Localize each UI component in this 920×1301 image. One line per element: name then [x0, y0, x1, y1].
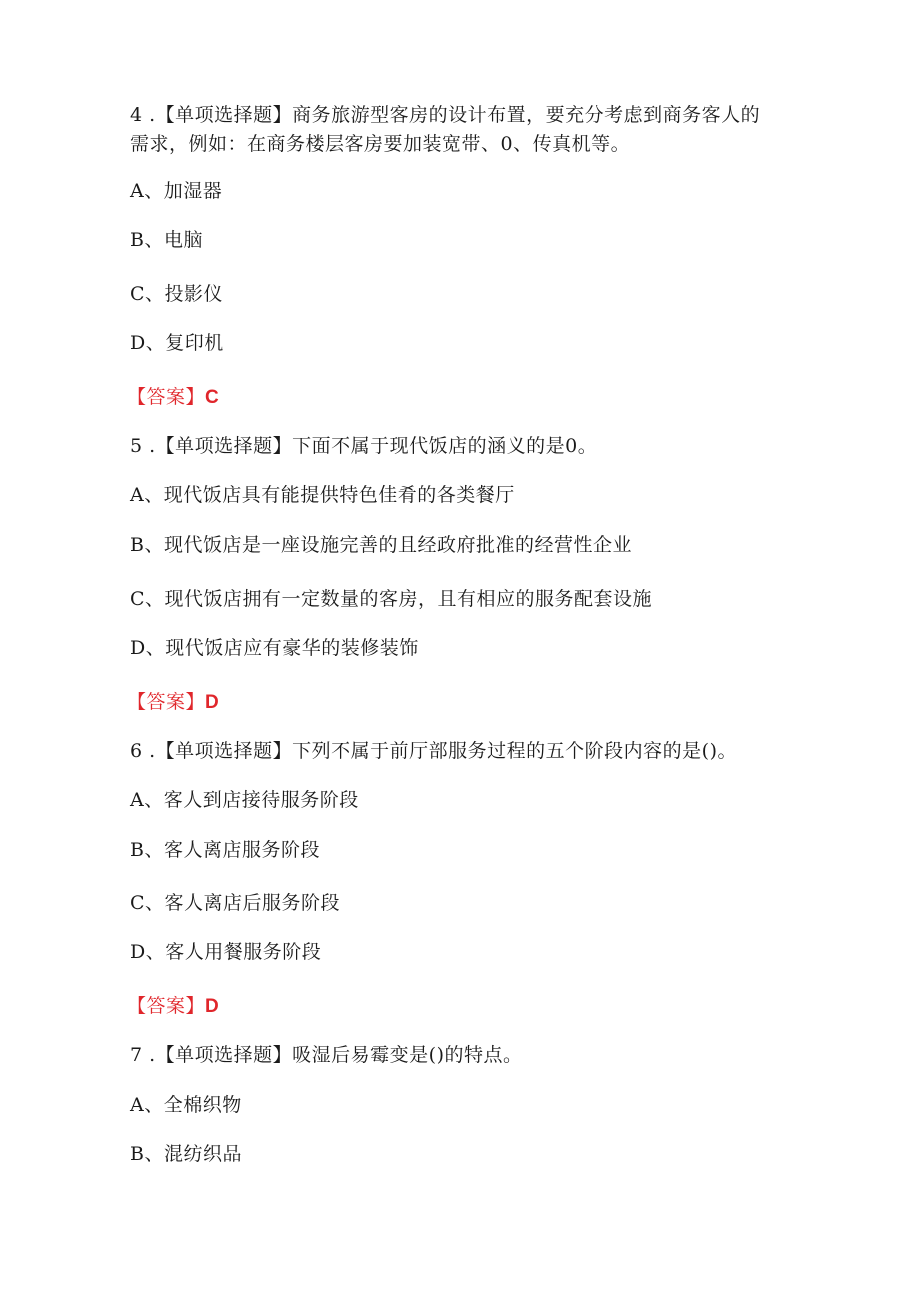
question-5-stem: 5 .【单项选择题】下面不属于现代饭店的涵义的是0。 — [130, 435, 598, 457]
question-5-option-d: D、现代饭店应有豪华的装修装饰 — [130, 637, 419, 659]
question-7-stem: 7 .【单项选择题】吸湿后易霉变是()的特点。 — [130, 1044, 523, 1066]
question-6-answer — [127, 994, 219, 1019]
answer-label: 【答案】 — [127, 386, 206, 408]
question-6-option-d: D、客人用餐服务阶段 — [130, 941, 322, 963]
answer-label: 【答案】 — [127, 995, 206, 1017]
question-5-answer — [127, 690, 219, 715]
question-6-option-c: C、客人离店后服务阶段 — [130, 892, 341, 914]
question-5-option-a: A、现代饭店具有能提供特色佳肴的各类餐厅 — [130, 484, 515, 506]
question-4-stem-line-2: 需求，例如：在商务楼层客房要加装宽带、0、传真机等。 — [130, 133, 631, 155]
question-5-option-c: C、现代饭店拥有一定数量的客房，且有相应的服务配套设施 — [130, 588, 653, 610]
question-7-option-b: B、混纺织品 — [130, 1143, 242, 1165]
answer-value: D — [205, 692, 220, 713]
question-6-option-a: A、客人到店接待服务阶段 — [130, 789, 359, 811]
answer-value: C — [205, 387, 220, 408]
question-4-stem-line-1: 4 .【单项选择题】商务旅游型客房的设计布置，要充分考虑到商务客人的 — [130, 104, 761, 126]
question-4-option-d: D、复印机 — [130, 332, 224, 354]
answer-value: D — [205, 996, 220, 1017]
question-6-stem: 6 .【单项选择题】下列不属于前厅部服务过程的五个阶段内容的是()。 — [130, 740, 737, 762]
question-4-option-a: A、加湿器 — [130, 180, 223, 202]
question-4-option-b: B、电脑 — [130, 229, 203, 251]
question-5-option-b: B、现代饭店是一座设施完善的且经政府批准的经营性企业 — [130, 534, 632, 556]
question-7-option-a: A、全棉织物 — [130, 1094, 242, 1116]
answer-label: 【答案】 — [127, 691, 206, 713]
question-4-answer — [127, 385, 219, 410]
question-4-option-c: C、投影仪 — [130, 283, 224, 305]
question-6-option-b: B、客人离店服务阶段 — [130, 839, 320, 861]
